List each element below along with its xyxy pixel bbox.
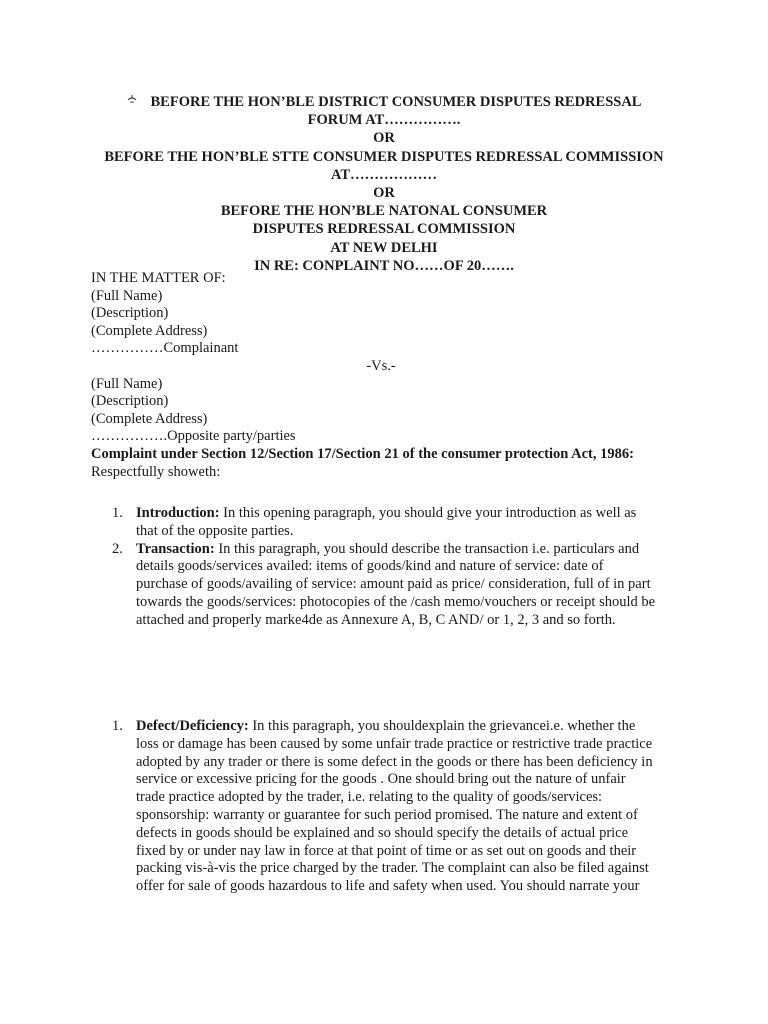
opposite-description: (Description) <box>91 393 169 410</box>
list-number: 1. <box>112 505 123 521</box>
list-item-introduction: 1. Introduction: In this opening paragraph, you should give your introduction as well as that of the opposite parties. <box>112 505 637 539</box>
complainant-address: (Complete Address) <box>91 322 208 339</box>
heading-line: DISPUTES REDRESSAL COMMISSION <box>252 221 516 238</box>
complainant-full-name: (Full Name) <box>91 287 163 304</box>
parties-section <box>91 270 691 481</box>
complainant-description: (Description) <box>91 305 169 322</box>
list-number: 1. <box>112 718 123 734</box>
numbered-list-2 <box>91 718 691 896</box>
list-item-transaction: 2. Transaction: In this paragraph, you should describe the transaction i.e. particulars and details goods/services availed: items of goods/kind and nature of service: date of purchase of goods/availing of service: amount paid as price/ consideration, full of in part towards the goods/services: photocopies of the /cash memo/vouchers or receipt should be attached and properly marke4de as Annexure A, B, C AND/ or 1, 2, 3 and so forth. <box>112 540 656 628</box>
list-item-defect-deficiency: 1. Defect/Deficiency: In this paragraph, you shouldexplain the grievancei.e. whether the loss or damage has been caused by some unfair trade practice or restrictive trade practice adopted by any trader or there is some defect in the goods or there has been deficiency in service or excessive pricing for the goods . One should bring out the nature of unfair trade practice adopted by the trader, i.e. relating to the quality of goods/services: sponsorship: warranty or guarantee for such period promised. The nature and extent of defects in goods should be explained and so should specify the details of actual price fixed by or under nay law in force at that point of time or as set out on goods and their packing vis-à-vis the price charged by the trader. The complaint can also be filed against offer for sale of goods hazardous to life and safety when used. You should narrate your <box>112 718 653 895</box>
heading-line: AT NEW DELHI <box>330 239 438 256</box>
numbered-list-1 <box>91 505 691 630</box>
versus-label: -Vs.- <box>366 357 396 374</box>
list-term: Defect/Deficiency: <box>136 718 249 734</box>
respectfully-showeth: Respectfully showeth: <box>91 463 221 480</box>
list-number: 2. <box>112 540 123 557</box>
heading-line: AT……………… <box>330 166 438 183</box>
list-term: Introduction: <box>136 505 220 521</box>
complaint-under-heading: Complaint under Section 12/Section 17/Section 21 of the consumer protection Act, 1986: <box>91 445 634 462</box>
opposite-full-name: (Full Name) <box>91 375 163 392</box>
heading-line: BEFORE THE HON’BLE NATONAL CONSUMER <box>220 203 548 220</box>
opposite-address: (Complete Address) <box>91 410 208 427</box>
heading-line: BEFORE THE HON’BLE DISTRICT CONSUMER DISPUTES REDRESSAL <box>60 93 708 111</box>
in-the-matter-label: IN THE MATTER OF: <box>91 270 226 286</box>
list-term: Transaction: <box>136 540 215 557</box>
complainant-label: ……………Complainant <box>91 340 239 357</box>
heading-line: FORUM AT……………. <box>307 112 461 129</box>
opposite-party-label: …………….Opposite party/parties <box>91 428 296 445</box>
heading-line: IN RE: CONPLAINT NO……OF 20……. <box>254 257 514 274</box>
document-heading <box>60 93 708 275</box>
heading-line: BEFORE THE HON’BLE STTE CONSUMER DISPUTES REDRESSAL COMMISSION <box>104 148 664 165</box>
heading-line: OR <box>373 130 395 147</box>
emblem-icon <box>127 94 137 104</box>
heading-line: OR <box>373 185 395 202</box>
